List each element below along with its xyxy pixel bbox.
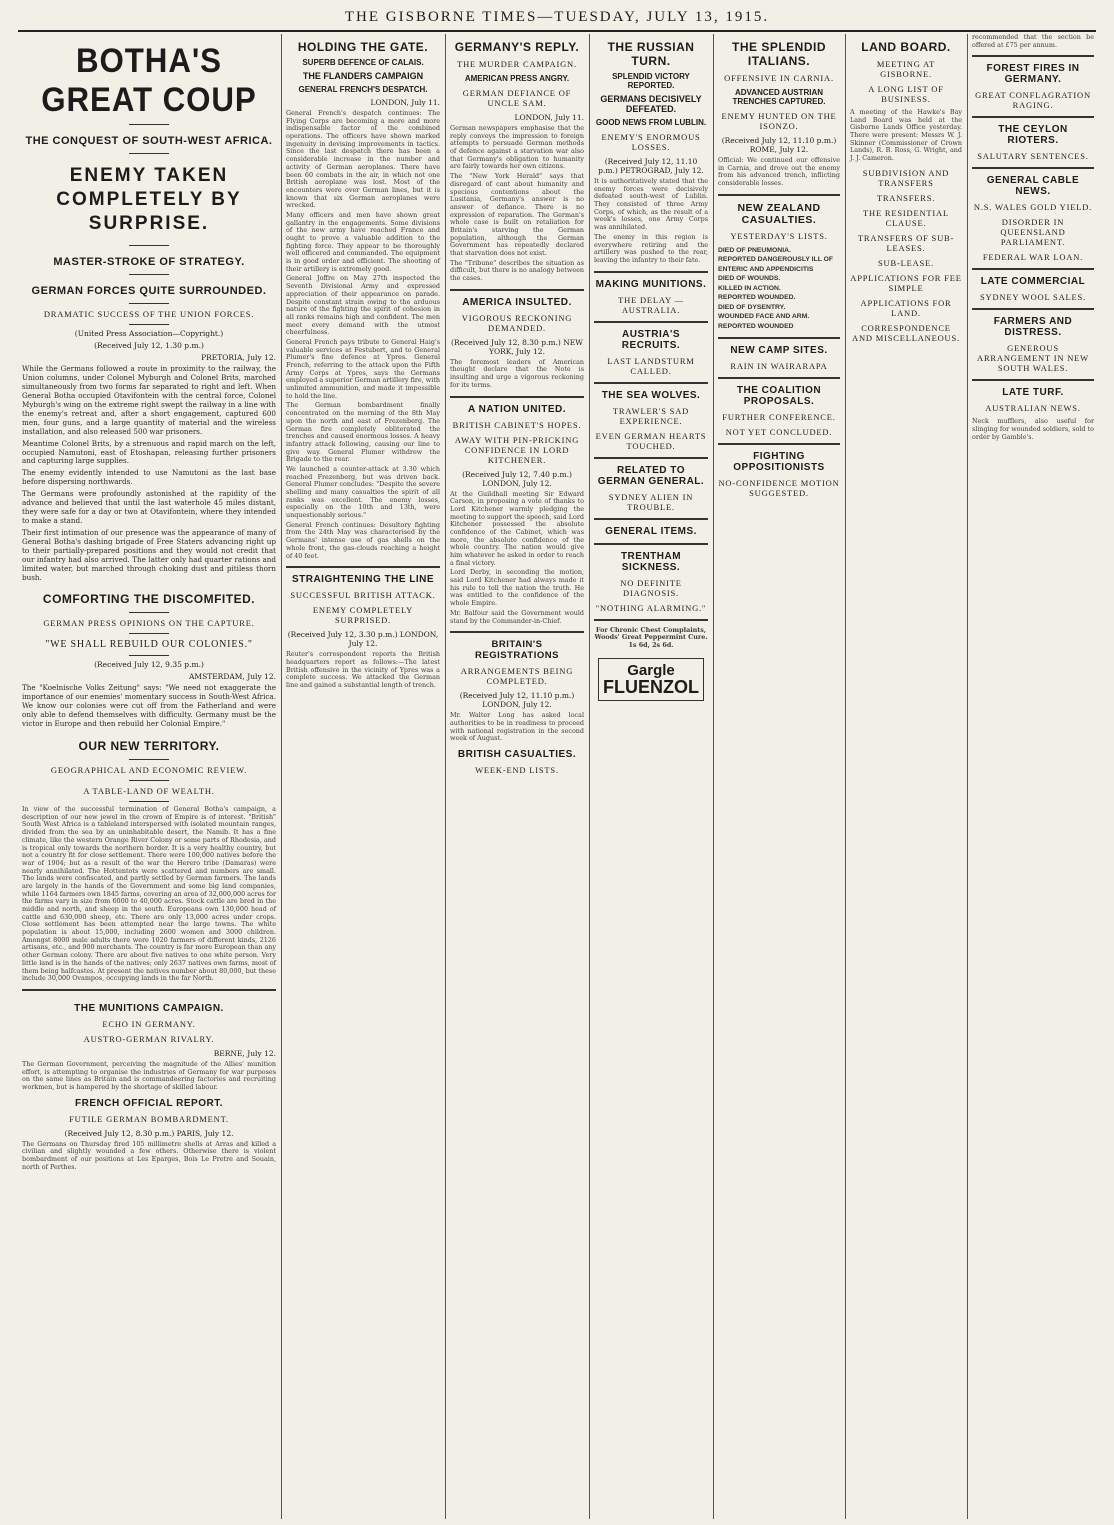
article-paragraph: Meantime Colonel Brits, by a strenuous and rapid march on the left, occupied Namutoni, east of Etoshapan, releasing further prisoners and capturing large supplies. [22,438,276,466]
sub-headline: LAST LANDSTURM CALLED. [607,355,695,376]
section-headline: AMERICA INSULTED. [462,296,572,308]
divider [972,116,1094,118]
sub-headline: ENEMY COMPLETELY SURPRISED. [312,605,414,626]
article-paragraph: While the Germans followed a route in proximity to the railway, the Union columns, under Colonel Myburgh and Colonel Brits, marched simultaneously from two forms far separated to right and left. When General Botha occupied Otavifontein with the central force, Colonel Myburgh's wing on the extreme right swept the railway in a line with the enemy's retreat and, after a short engagement, captured 600 men, four guns, and a large quantity of material and the wireless installation, and also released 500 war prisoners. [22,364,276,436]
section-headline: STRAIGHTENING THE LINE [291,574,435,586]
divider [129,633,169,634]
column-cable-news [968,34,1098,1519]
section-headline: BRITISH CASUALTIES. [457,748,577,760]
article-paragraph: The Germans were profoundly astonished at the rapidity of the advance and believed that until the last waterhole 45 miles distant, they were safe for a day or two at Otavifontein, where they intended to make a stand. [22,489,276,525]
sub-headline: ARRANGEMENTS BEING COMPLETED. [460,666,574,687]
sub-headline: AUSTRALIAN NEWS. [985,403,1081,414]
article-paragraph: Official: We continued our offensive in Carnia, and drove out the enemy from his advanced trench, inflicting considerable losses. [718,156,840,188]
divider [129,612,169,613]
sub-headline: SYDNEY WOOL SALES. [980,292,1086,303]
article-paragraph: Neck mufflers, also useful for slinging for wounded soldiers, sold to order by Gamble's. [972,417,1094,441]
masthead: THE GISBORNE TIMES—TUESDAY, JULY 13, 1915. [18,4,1096,32]
sub-headline: GOOD NEWS FROM LUBLIN. [595,118,707,127]
columns [18,34,1098,1519]
sub-headline: RAIN IN WAIRARAPA [730,361,828,372]
ad-line: Gargle [627,661,675,679]
section-headline: HOLDING THE GATE. [297,40,429,54]
section-headline: NEW ZEALAND CASUALTIES. [737,201,821,226]
article-paragraph: We launched a counter-attack at 3.30 which reached Frezenberg, but was driven back. General Plumer concludes: "Despite the severe shelling and many casualties the spirit of all ranks was excellent. The enemy losses, especially on the 10th and 13th, were unquestionably serious." [286,464,440,520]
column-war-news [282,34,444,1519]
sub-headline: SYDNEY ALIEN IN TROUBLE. [608,491,694,512]
divider [972,268,1094,270]
sub-headline: GERMAN DEFIANCE OF UNCLE SAM. [462,88,572,108]
column-germany-reply [446,34,588,1519]
casualty-category: WOUNDED FACE AND ARM. [718,313,810,321]
sub-headline: SUB-LEASE. [878,257,934,268]
section-headline: THE CEYLON RIOTERS. [998,124,1068,147]
article-paragraph: A meeting of the Hawke's Bay Land Board was held at the Gisborne Lands Office yesterday. There were present: Messrs W. J. Skinner (Commissioner of Crown Lands), R. B. Ross, G. Wright, and J. J. Cameron. [850,108,962,163]
section-headline: THE MUNITIONS CAMPAIGN. [74,1002,224,1014]
dateline: (Received July 12, 8.30 p.m.) NEW YORK, July 12. [451,337,583,356]
divider [594,619,708,621]
sub-headline: APPLICATIONS FOR LAND. [860,297,952,318]
sub-headline: FUTILE GERMAN BOMBARDMENT. [69,1113,229,1124]
sub-headline: EVEN GERMAN HEARTS TOUCHED. [595,430,707,451]
divider [450,631,584,633]
section-headline: FIGHTING OPPOSITIONISTS [733,451,825,474]
article-paragraph: At the Guildhall meeting Sir Edward Carson, in proposing a vote of thanks to Lord Kitchener warmly pledging the meeting to support the speech, said Lord Kitchener possessed the absolute confidence of the Cabinet, which was more, the absolute confidence of the whole country. The nation would give him whatever he asked in order to reach a final victory. [450,489,584,567]
ad-brand: FLUENZOL [603,676,699,697]
sub-headline: VIGOROUS RECKONING DEMANDED. [461,312,573,333]
article-paragraph: German newspapers emphasise that the reply conveys the impression to foreign attempts to persuade German methods of defence against a starvation war also that Germany's obligation to humanity are fairly towards her own citizens. [450,124,584,171]
sub-headline: AUSTRO-GERMAN RIVALRY. [83,1033,215,1044]
sub-headline: SUPERB DEFENCE OF CALAIS. [302,58,424,67]
dateline: (Received July 12, 11.10 p.m.) PETROGRAD, July 12. [598,157,704,175]
sub-headline: YESTERDAY'S LISTS. [730,230,828,241]
article-paragraph: The enemy in this region is everywhere retiring and the artillery was pushed to the rear, leaving the infantry to their fate. [594,232,708,264]
sub-headline: CORRESPONDENCE AND MISCELLANEOUS. [852,322,960,343]
section-headline: TRENTHAM SICKNESS. [620,550,682,573]
section-headline: LAND BOARD. [861,40,951,54]
lead-headline: BOTHA'S GREAT COUP [41,42,257,119]
article-paragraph: General French's despatch continues: The Flying Corps are becoming a more and more indispensable factor of the combined operations. The officers have shown marked ingenuity in devising improvements in tactics. Since the last despatch there has been a considerable increase in the number and activity of German aeroplanes. There have been 60 combats in the air, in which not one British aeroplane was lost. Most of the encounters were over German lines, but it is known that six German aeroplanes were wrecked. [286,109,440,210]
section-headline: OUR NEW TERRITORY. [78,739,220,754]
divider [718,377,840,379]
dateline: PRETORIA, July 12. [201,353,276,363]
dateline: LONDON, July 11. [514,113,584,122]
divider [718,337,840,339]
dateline: (Received July 12, 7.40 p.m.) LONDON, July 12. [462,469,572,488]
sub-headline: NO DEFINITE DIAGNOSIS. [620,577,682,598]
section-headline: BRITAIN'S REGISTRATIONS [475,639,559,662]
divider [594,457,708,459]
casualty-category: DIED OF DYSENTRY. [718,303,786,311]
sub-headline: GENERAL FRENCH'S DESPATCH. [298,85,428,94]
sub-headline: ADVANCED AUSTRIAN TRENCHES CAPTURED. [732,88,826,106]
sub-headline: FEDERAL WAR LOAN. [982,252,1084,263]
sub-headline: SALUTARY SENTENCES. [977,151,1089,162]
sub-headline: SUBDIVISION AND TRANSFERS [862,167,950,188]
divider [972,55,1094,57]
section-headline: LATE TURF. [1002,387,1064,399]
divider [129,324,169,325]
casualty-category: KILLED IN ACTION. [718,284,781,292]
article-paragraph: General French continues: Desultory fighting from the 24th May was characterised by the Germans' intense use of gas shells on the whole front, the gas-clouds reaching a height of 40 feet. [286,520,440,560]
divider [450,396,584,398]
sub-headline: AMERICAN PRESS ANGRY. [464,74,570,83]
dateline: (United Press Association—Copyright.) [74,329,224,339]
divider [594,271,708,273]
sub-headline: ENEMY'S ENORMOUS LOSSES. [601,132,701,152]
article-paragraph: It is authoritatively stated that the enemy forces were decisively defeated south-west of Lublin. They consisted of three Army Corps, of which, as the result of a week's losses, one Army Corps was annihilated. [594,177,708,232]
divider [594,382,708,384]
dateline: BERNE, July 12. [213,1048,276,1058]
sub-headline: "WE SHALL REBUILD OUR COLONIES." [45,639,253,651]
article-paragraph: The "Koelnische Volks Zeitung" says: "We need not exaggerate the importance of our enemies' momentary success in South-West Africa. We know our colonies were cut off from the Fatherland and were only able to defend themselves with difficulty. Germany must be the victor in Europe and then rebuild her Colonial Empire." [22,683,276,729]
column-lead-story [18,34,280,1519]
sub-headline: A TABLE-LAND OF WEALTH. [83,786,215,797]
sub-headline: DISORDER IN QUEENSLAND PARLIAMENT. [1000,217,1066,248]
section-headline: COMFORTING THE DISCOMFITED. [42,592,256,607]
divider [129,124,169,125]
sub-headline: GERMAN PRESS OPINIONS ON THE CAPTURE. [43,618,255,629]
divider [594,543,708,545]
section-headline: GERMANY'S REPLY. [454,40,580,54]
section-headline: THE SPLENDID ITALIANS. [731,40,826,68]
section-headline: LATE COMMERCIAL [980,276,1086,288]
article-paragraph: The "New York Herald" says that disregard of cant about humanity and specious contentions about the Lusitania, Germany's answer is no answer of defiance. There is no expression of reparation. The German's whole case is built on retaliation for Britain's starving the German population, although the German Government has repeatedly declared that starvation does not exist. [450,172,584,257]
article-paragraph: Lord Derby, in seconding the motion, said Lord Kitchener had always made it his rule to tell the nation the truth. He was entitled to the confidence of the whole Empire. [450,568,584,608]
sub-headline: TRAWLER'S SAD EXPERIENCE. [612,405,690,426]
sub-headline: NO-CONFIDENCE MOTION SUGGESTED. [718,478,840,499]
column-land-board [846,34,966,1519]
divider [718,194,840,196]
divider [129,245,169,246]
divider [129,780,169,781]
section-headline: FRENCH OFFICIAL REPORT. [75,1097,223,1109]
sub-headline: NOT YET CONCLUDED. [725,427,833,438]
advertisement-text: For Chronic Chest Complaints, Woods' Great Peppermint Cure. 1s 6d, 2s 6d. [594,625,708,649]
divider [972,379,1094,381]
divider [22,989,276,991]
article-munitions [22,997,276,1174]
article-paragraph: Reuter's correspondent reports the British headquarters report as follows:—The latest British offensive in the vicinity of Ypres was a complete success. We attacked the German line and gained a substantial length of trench. [286,650,440,689]
sub-headline: SUCCESSFUL BRITISH ATTACK. [290,590,436,601]
section-headline: THE RUSSIAN TURN. [607,40,695,68]
section-headline: THE COALITION PROPOSALS. [736,385,822,408]
article-paragraph: The enemy evidently intended to use Namutoni as the last base before dispersing northwards. [22,468,276,487]
casualty-list [718,246,840,331]
divider [594,321,708,323]
section-headline: FARMERS AND DISTRESS. [993,316,1073,339]
sub-headline: A LONG LIST OF BUSINESS. [868,84,944,104]
sub-headline: DRAMATIC SUCCESS OF THE UNION FORCES. [43,309,255,320]
sub-headline: N.S. WALES GOLD YIELD. [973,202,1093,213]
sub-headline: APPLICATIONS FOR FEE SIMPLE [850,272,962,293]
divider [129,759,169,760]
sub-headline: "NOTHING ALARMING." [595,602,707,613]
section-headline: MAKING MUNITIONS. [595,278,707,290]
dateline: AMSTERDAM, July 12. [188,672,276,682]
dateline: LONDON, July 11. [370,98,440,107]
section-headline: NEW CAMP SITES. [730,345,828,357]
divider [450,289,584,291]
sub-headline: GENEROUS ARRANGEMENT IN NEW SOUTH WALES. [977,343,1089,374]
sub-headline: THE MURDER CAMPAIGN. [457,59,577,69]
dateline: (Received July 12, 9.35 p.m.) [94,660,204,670]
dateline: (Received July 12, 3.30 p.m.) LONDON, July 12. [287,630,439,649]
divider [129,655,169,656]
sub-headline: THE CONQUEST OF SOUTH-WEST AFRICA. [25,135,273,147]
divider [718,443,840,445]
divider [129,274,169,275]
sub-headline: MASTER-STROKE OF STRATEGY. [53,256,245,269]
sub-headline: ENEMY HUNTED ON THE ISONZO. [721,111,837,131]
divider [972,167,1094,169]
sub-headline: TRANSFERS OF SUB-LEASES. [857,232,955,253]
divider [129,153,169,154]
article-paragraph: The foremost leaders of American thought declare that the Note is insulting and urge a vigorous reckoning for its terms. [450,357,584,389]
sub-headline: MEETING AT GISBORNE. [876,59,936,79]
casualty-category: DIED OF WOUNDS. [718,275,781,283]
article-paragraph: The German bombardment finally concentrated on the morning of the 8th May upon the north and east of Frezenberg. The German fire completely obliterated the trenches and caused enormous losses. A heavy infantry attack following, causing our line to give way. General Plumer withdrew the Brigade to the rear. [286,401,440,464]
banner-headline: ENEMY TAKEN COMPLETELY BY SURPRISE. [56,165,242,234]
casualty-category: REPORTED WOUNDED [718,322,794,330]
sub-headline: THE DELAY — AUSTRALIA. [618,294,684,315]
dateline: (Received July 12, 8.30 p.m.) PARIS, July 12. [64,1128,234,1138]
sub-headline: GREAT CONFLAGRATION RAGING. [975,90,1091,111]
article-paragraph: recommended that the section be offered at £75 per annum. [972,34,1094,49]
sub-headline: OFFENSIVE IN CARNIA. [724,73,834,83]
section-headline: FOREST FIRES IN GERMANY. [986,63,1080,86]
dateline: (Received July 12, 1.30 p.m.) [94,341,204,351]
casualty-category: REPORTED DANGEROUSLY ILL OF ENTERIC AND APPENDICITIS [718,256,834,273]
divider [972,308,1094,310]
column-russian-turn [590,34,712,1519]
sub-headline: THE FLANDERS CAMPAIGN [302,71,424,81]
sub-headline: GERMAN FORCES QUITE SURROUNDED. [31,285,267,298]
divider [129,801,169,802]
article-paragraph: Many officers and men have shown great gallantry in the engagements. Some divisions of the new army have reached France and ought to prove a valuable addition to the fighting force. They appear to be thoroughly well officered and commanded. The equipment is in good order and efficient. The shooting of their artillery is extremely good. [286,210,440,273]
dateline: (Received July 12, 11.10 p.m.) LONDON, July 12. [459,691,575,710]
divider [129,303,169,304]
dateline: (Received July 12, 11.10 p.m.) ROME, July 12. [721,136,837,154]
section-headline: GENERAL CABLE NEWS. [986,175,1080,198]
sub-headline: BRITISH CABINET'S HOPES. [452,419,582,430]
sub-headline: THE RESIDENTIAL CLAUSE. [863,207,949,228]
sub-headline: FURTHER CONFERENCE. [722,412,836,423]
section-headline: GENERAL ITEMS. [605,525,697,537]
sub-headline: GERMANS DECISIVELY DEFEATED. [600,94,702,114]
article-paragraph: The German Government, perceiving the magnitude of the Allies' munition effort, is attempting to organise the industries of Germany for war purposes on the same lines as Britain and is commandeering factories and recruiting workmen, but is hampered by the shortage of skilled labour. [22,1059,276,1091]
section-headline: AUSTRIA'S RECRUITS. [621,328,681,351]
article-paragraph: Their first intimation of our presence was the appearance of many of General Botha's dashing brigade of Free Staters advancing right up to their partially-prepared positions and they would not credit that our infantry had also arrived. The latter only had quarter rations and limited water, but marched through choking dust and pitiless thorn bush. [22,527,276,582]
divider [286,566,440,568]
sub-headline: AWAY WITH PIN-PRICKING CONFIDENCE IN LORD KITCHENER. [454,434,580,465]
section-headline: A NATION UNITED. [468,403,566,415]
bottom-split [22,997,276,1174]
article-paragraph: The Germans on Thursday fired 105 millimetre shells at Arras and killed a civilian and slightly wounded a few others. Otherwise there is violent bombardment of our positions at Les Eparges, Bois Le Pretre and Souain, north of Perthes. [22,1139,276,1171]
fluenzol-advertisement [598,658,704,701]
divider [594,518,708,520]
sub-headline: GEOGRAPHICAL AND ECONOMIC REVIEW. [50,765,248,776]
article-paragraph: General French pays tribute to General Haig's valuable services at Festubert, and to General Plumer's fine defence at Ypres. General French, referring to the attack upon the Fifth Army Corps at Ypres, says the Germans employed a superior German artillery fire, with unlimited ammunition, and made it impossible to hold the line. [286,337,440,400]
column-italians-casualties [714,34,844,1519]
article-paragraph: Mr. Walter Long has asked local authorities to be in readiness to proceed with national registration in the second week of August. [450,711,584,743]
article-paragraph: The "Tribune" describes the situation as difficult, but there is no analogy between the cases. [450,258,584,283]
article-paragraph: General Joffre on May 27th inspected the Seventh Divisional Army and expressed appreciation of their appearance on parade. Despite constant strain owing to the arduous nature of the fighting the spirit of cohesion in all ranks remains high and confident. The men meet every demand with the utmost cheerfulness. [286,274,440,337]
sub-headline: WEEK-END LISTS. [475,764,559,775]
casualty-category: REPORTED WOUNDED. [718,294,796,302]
sub-headline: SPLENDID VICTORY REPORTED. [612,72,690,90]
article-paragraph: Mr. Balfour said the Government would stand by the Commander-in-Chief. [450,608,584,625]
casualty-category: DIED OF PNEUMONIA. [718,246,791,254]
article-paragraph: In view of the successful termination of General Botha's campaign, a description of our new jewel in the crown of Empire is of interest. "British" South West Africa is a tableland interspersed with isolated mountain ranges, divided from the sea by an uninhabitable desert, the Namib. It has a fine climate, like the western Orange River Colony or some parts of Rhodesia, and is tropical only towards the northern border. It is a very healthy country, but not a country fit for close settlement. There were 100,000 natives before the war of 1904; but as a result of the war the Herero tribe (Damaras) were nearly annihilated. The Hottentots were scattered and numbers are small. The lands were confiscated, and partly settled by German farmers. The lands are largely in the hands of the Government and some big land companies, while 1164 farmers own 1845 farms, covering an area of 32,000,000 acres for the farms vary in size from 6000 to 40,000 acres. Stock cattle are bred in the middle and north, and sheep in the south. Europeans own 130,000 head of cattle and 630,000 sheep, etc. There are only 13,000 acres under crops. Close settlement has been attempted near the large towns. The white population is about 15,000, including 2600 women and 3000 children. Amongst 8000 male adults there were 1020 farmers of different kinds, 2126 artisans, etc., and 900 merchants. The country is far more European than any other German colony. There are about five natives to one white person. Very little land is in the hands of the natives; only 2637 natives own farms, most of them being halfcastes. At present the natives number about 80,000, but these include 30,000 Ovampos, occupying lands in the far North. [22,805,276,983]
section-headline: THE SEA WOLVES. [601,389,701,401]
section-headline: RELATED TO GERMAN GENERAL. [597,464,705,487]
sub-headline: TRANSFERS. [876,192,936,203]
sub-headline: ECHO IN GERMANY. [102,1018,196,1029]
